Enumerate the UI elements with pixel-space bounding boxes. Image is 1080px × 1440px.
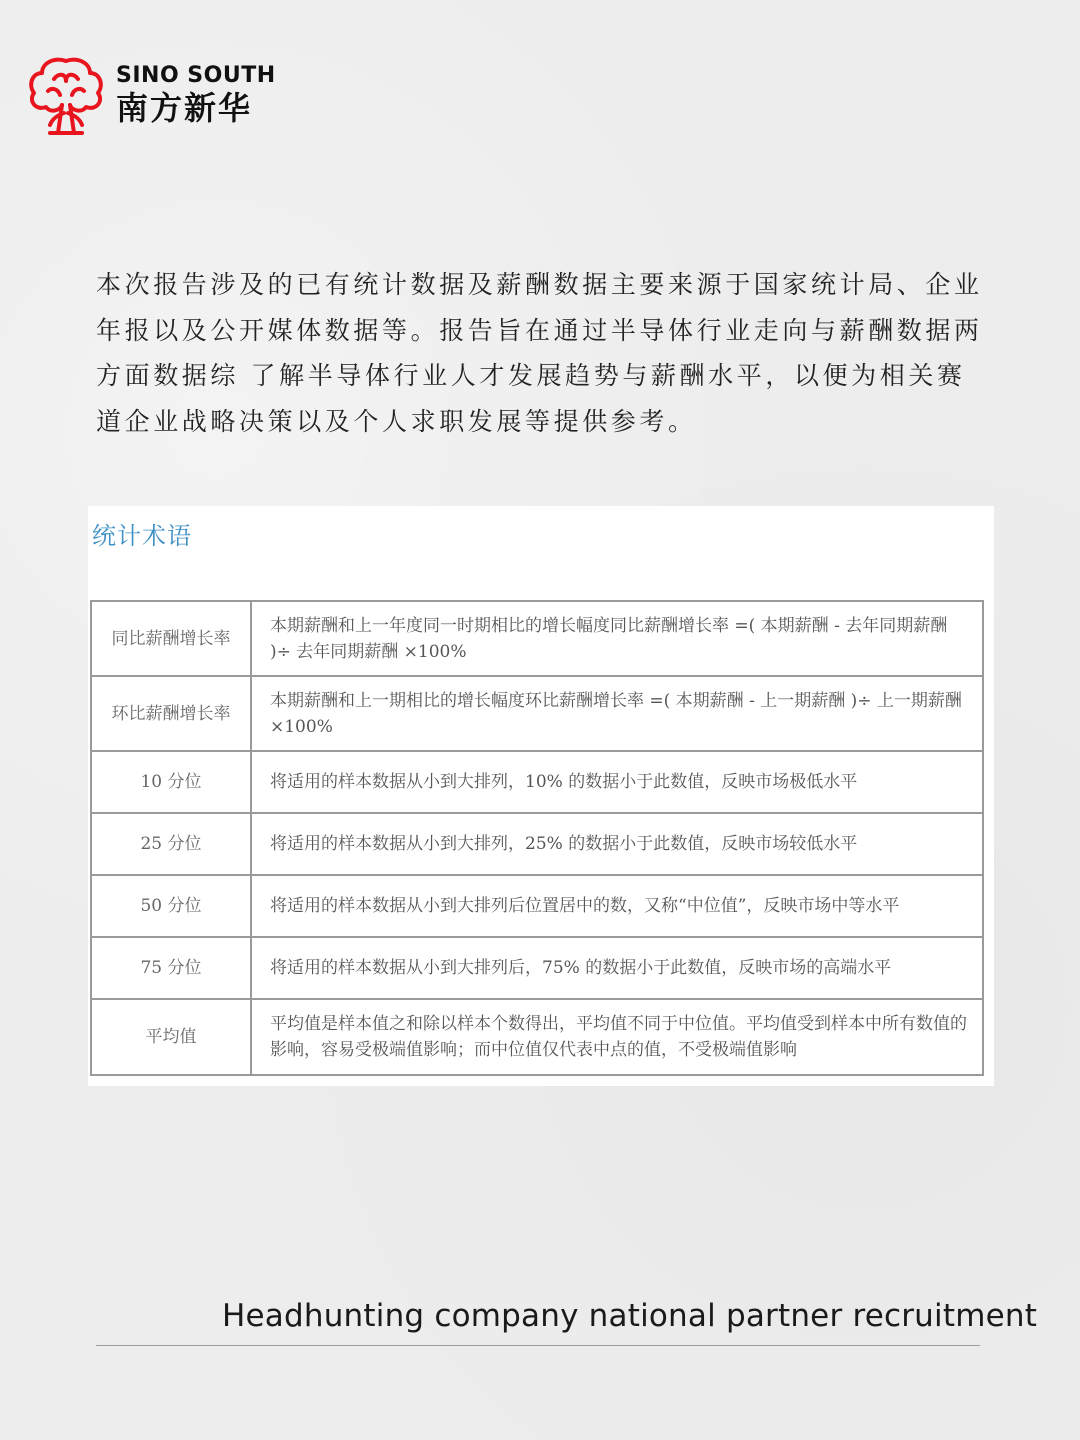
term-cell: 环比薪酬增长率 bbox=[91, 676, 251, 751]
table-row bbox=[91, 937, 983, 999]
definition-cell: 将适用的样本数据从小到大排列，10% 的数据小于此数值，反映市场极低水平 bbox=[251, 751, 983, 813]
table-row bbox=[91, 751, 983, 813]
definition-cell: 本期薪酬和上一期相比的增长幅度环比薪酬增长率 =( 本期薪酬 - 上一期薪酬 )÷ 上一期薪酬 ×100% bbox=[251, 676, 983, 751]
term-cell: 10 分位 bbox=[91, 751, 251, 813]
brand-name-en: SINO SOUTH bbox=[116, 63, 276, 88]
definition-cell: 平均值是样本值之和除以样本个数得出，平均值不同于中位值。平均值受到样本中所有数值的影响，容易受极端值影响；而中位值仅代表中点的值，不受极端值影响 bbox=[251, 999, 983, 1075]
footer-tagline: Headhunting company national partner recruitment bbox=[222, 1298, 1038, 1334]
table-row bbox=[91, 999, 983, 1075]
intro-paragraph: 本次报告涉及的已有统计数据及薪酬数据主要来源于国家统计局、企业年报以及公开媒体数据等。报告旨在通过半导体行业走向与薪酬数据两方面数据综 了解半导体行业人才发展趋势与薪酬水平，以便为相关赛道企业战略决策以及个人求职发展等提供参考。 bbox=[96, 270, 983, 436]
term-cell: 平均值 bbox=[91, 999, 251, 1075]
brand-logo bbox=[24, 50, 276, 140]
term-cell: 50 分位 bbox=[91, 875, 251, 937]
definition-cell: 将适用的样本数据从小到大排列，25% 的数据小于此数值，反映市场较低水平 bbox=[251, 813, 983, 875]
table-row bbox=[91, 875, 983, 937]
term-cell: 同比薪酬增长率 bbox=[91, 601, 251, 676]
glossary-title: 统计术语 bbox=[92, 522, 192, 550]
tree-logo-icon bbox=[24, 53, 108, 137]
glossary-table bbox=[90, 600, 984, 1076]
table-row bbox=[91, 813, 983, 875]
brand-name-cn: 南方新华 bbox=[116, 89, 253, 127]
term-cell: 25 分位 bbox=[91, 813, 251, 875]
glossary-card bbox=[88, 506, 994, 1086]
table-row bbox=[91, 676, 983, 751]
table-row bbox=[91, 601, 983, 676]
term-cell: 75 分位 bbox=[91, 937, 251, 999]
definition-cell: 将适用的样本数据从小到大排列后，75% 的数据小于此数值，反映市场的高端水平 bbox=[251, 937, 983, 999]
footer-divider bbox=[96, 1345, 980, 1346]
definition-cell: 本期薪酬和上一年度同一时期相比的增长幅度同比薪酬增长率 =( 本期薪酬 - 去年同期薪酬 )÷ 去年同期薪酬 ×100% bbox=[251, 601, 983, 676]
definition-cell: 将适用的样本数据从小到大排列后位置居中的数，又称“中位值”，反映市场中等水平 bbox=[251, 875, 983, 937]
